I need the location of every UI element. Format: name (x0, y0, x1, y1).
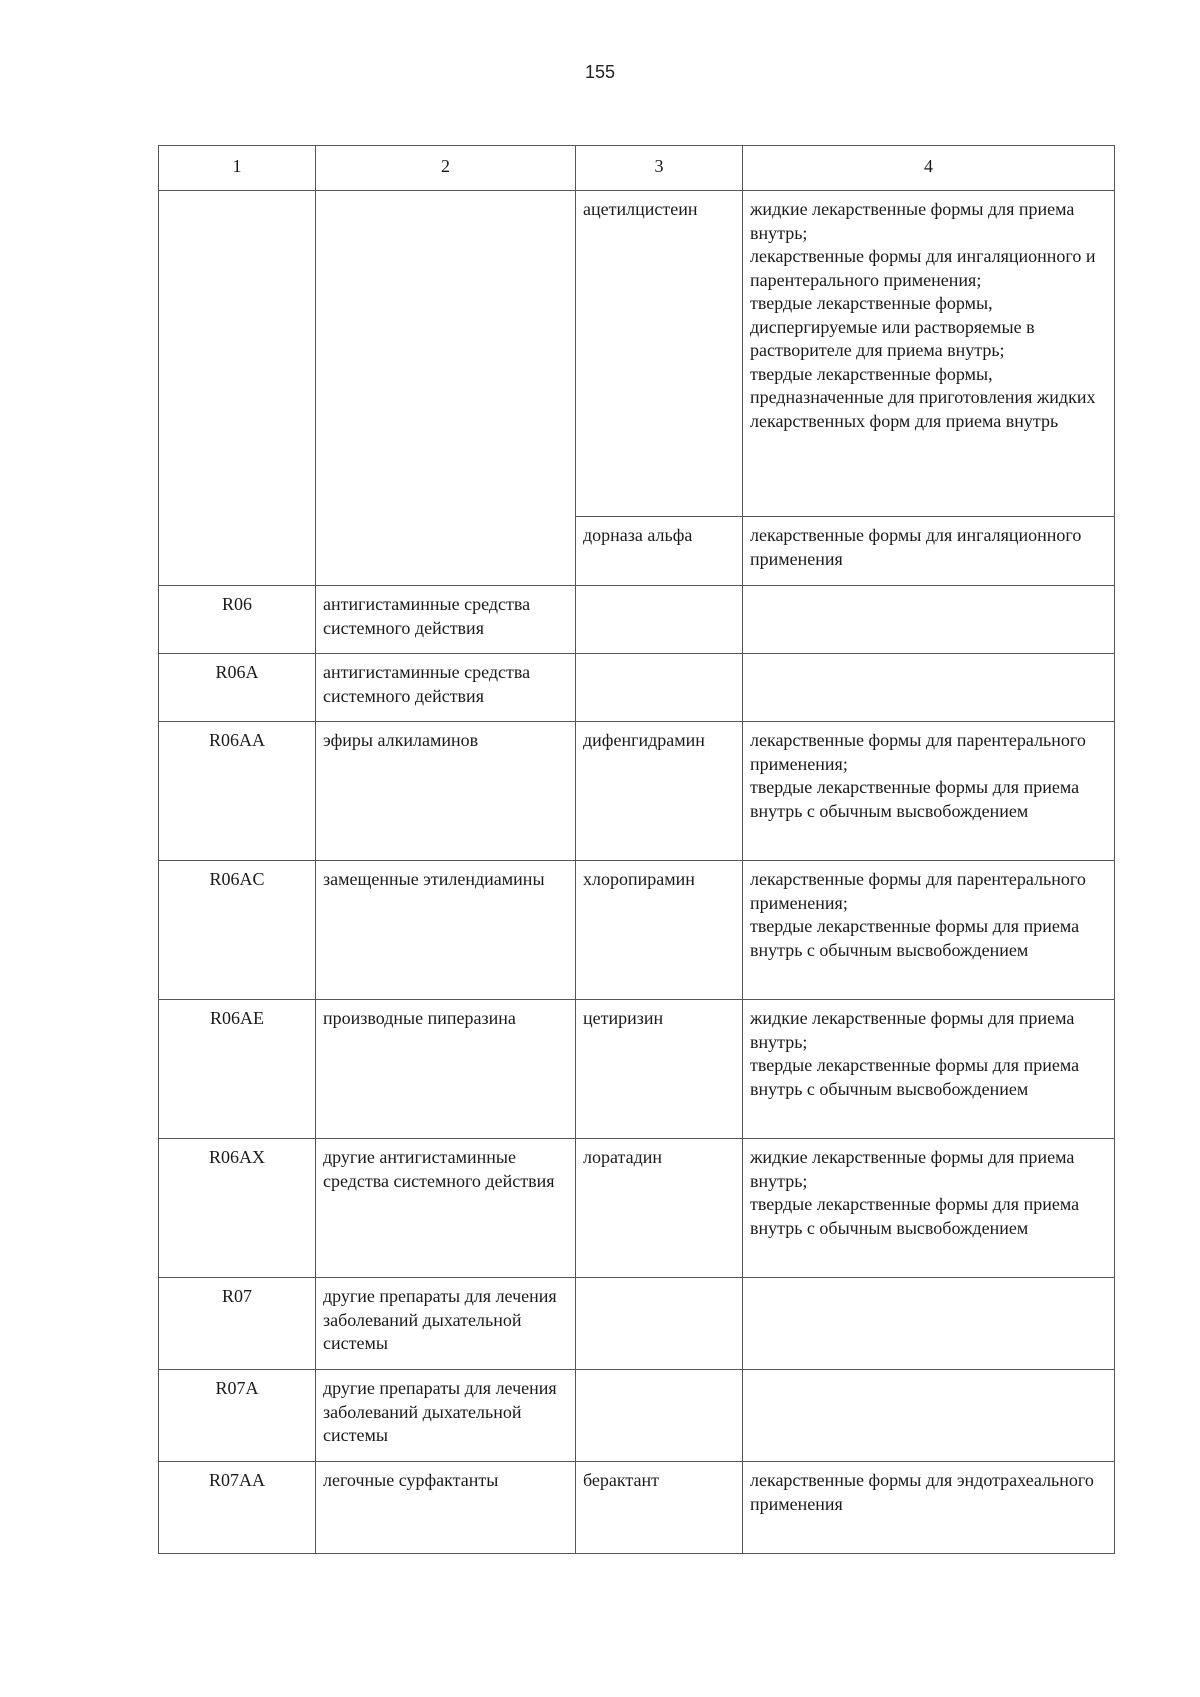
form-line: лекарственные формы для парентерального применения; (750, 869, 1086, 913)
table-row (159, 1000, 1115, 1139)
column-header: 2 (316, 146, 576, 191)
atc-code-cell: R06AA (159, 722, 316, 861)
group-cell: эфиры алкиламинов (316, 722, 576, 861)
form-line: твердые лекарственные формы для приема внутрь с обычным высвобождением (750, 1055, 1080, 1099)
form-line: жидкие лекарственные формы для приема внутрь; (750, 199, 1075, 243)
form-line: твердые лекарственные формы, диспергируемые или растворяемые в растворителе для приема внутрь; (750, 293, 1035, 360)
forms-cell (743, 722, 1115, 861)
atc-code-cell: R06AX (159, 1139, 316, 1278)
drug-cell: берактант (576, 1462, 743, 1554)
atc-code-cell: R07A (159, 1370, 316, 1462)
drug-cell (576, 1278, 743, 1370)
group-cell: легочные сурфактанты (316, 1462, 576, 1554)
atc-code-cell: R07 (159, 1278, 316, 1370)
drug-cell: лоратадин (576, 1139, 743, 1278)
group-cell: производные пиперазина (316, 1000, 576, 1139)
form-line: лекарственные формы для эндотрахеального применения (750, 1470, 1094, 1514)
forms-cell (743, 191, 1115, 517)
drug-cell (576, 654, 743, 722)
table-row (159, 1278, 1115, 1370)
atc-code-cell: R06 (159, 586, 316, 654)
group-cell (316, 191, 576, 586)
drug-cell (576, 586, 743, 654)
forms-cell (743, 517, 1115, 586)
drug-cell: хлоропирамин (576, 861, 743, 1000)
form-line: твердые лекарственные формы для приема внутрь с обычным высвобождением (750, 916, 1080, 960)
form-line: твердые лекарственные формы для приема внутрь с обычным высвобождением (750, 777, 1080, 821)
group-cell: другие препараты для лечения заболеваний дыхательной системы (316, 1370, 576, 1462)
table-row (159, 722, 1115, 861)
column-header: 4 (743, 146, 1115, 191)
table-row (159, 1370, 1115, 1462)
group-cell: другие антигистаминные средства системного действия (316, 1139, 576, 1278)
forms-cell (743, 1000, 1115, 1139)
atc-code-cell: R07AA (159, 1462, 316, 1554)
page-number: 155 (584, 62, 616, 82)
atc-code-cell: R06AE (159, 1000, 316, 1139)
table-row (159, 191, 1115, 517)
form-line: жидкие лекарственные формы для приема внутрь; (750, 1147, 1075, 1191)
forms-cell (743, 586, 1115, 654)
form-line: жидкие лекарственные формы для приема внутрь; (750, 1008, 1075, 1052)
drug-cell: ацетилцистеин (576, 191, 743, 517)
table-row (159, 1462, 1115, 1554)
table-row (159, 861, 1115, 1000)
form-line: лекарственные формы для ингаляционного и парентерального применения; (750, 246, 1096, 290)
column-header: 3 (576, 146, 743, 191)
forms-cell (743, 1462, 1115, 1554)
table-row (159, 654, 1115, 722)
form-line: лекарственные формы для парентерального применения; (750, 730, 1086, 774)
drug-cell: цетиризин (576, 1000, 743, 1139)
table-header-row (159, 146, 1115, 191)
table-row (159, 1139, 1115, 1278)
forms-cell (743, 1370, 1115, 1462)
drug-table (158, 145, 1115, 1554)
forms-cell (743, 654, 1115, 722)
forms-cell (743, 1278, 1115, 1370)
drug-cell: дорназа альфа (576, 517, 743, 586)
atc-code-cell: R06AC (159, 861, 316, 1000)
atc-code-cell: R06A (159, 654, 316, 722)
atc-code-cell (159, 191, 316, 586)
column-header: 1 (159, 146, 316, 191)
group-cell: антигистаминные средства системного действия (316, 654, 576, 722)
table-row (159, 586, 1115, 654)
form-line: твердые лекарственные формы для приема внутрь с обычным высвобождением (750, 1194, 1080, 1238)
form-line: лекарственные формы для ингаляционного применения (750, 525, 1082, 569)
form-line: твердые лекарственные формы, предназначенные для приготовления жидких лекарственных форм для приема внутрь (750, 363, 1096, 431)
group-cell: другие препараты для лечения заболеваний дыхательной системы (316, 1278, 576, 1370)
forms-cell (743, 1139, 1115, 1278)
drug-cell (576, 1370, 743, 1462)
drug-cell: дифенгидрамин (576, 722, 743, 861)
group-cell: замещенные этилендиамины (316, 861, 576, 1000)
group-cell: антигистаминные средства системного действия (316, 586, 576, 654)
forms-cell (743, 861, 1115, 1000)
